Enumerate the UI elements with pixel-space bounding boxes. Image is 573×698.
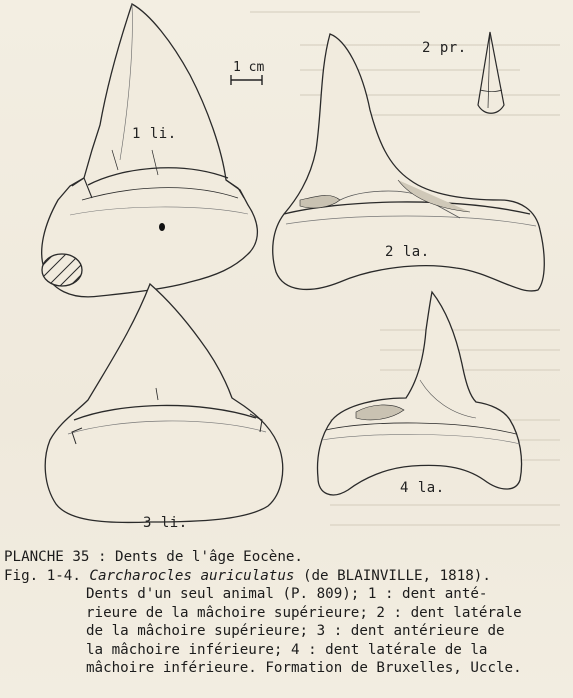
fig-1-label: 1 li.: [132, 126, 177, 142]
caption-line-4: de la mâchoire supérieure; 3 : dent antérieure de: [86, 623, 505, 639]
caption-line-2: Dents d'un seul animal (P. 809); 1 : dent anté-: [86, 586, 488, 602]
scale-bar: [231, 75, 262, 85]
caption-fig-prefix: Fig. 1-4.: [4, 567, 90, 584]
scale-label: 1 cm: [233, 60, 265, 75]
fig-2-inset-label: 2 pr.: [422, 40, 467, 56]
caption-species: Carcharocles auriculatus: [89, 567, 295, 584]
tooth-4-labial: [318, 292, 522, 495]
plate-caption: [4, 548, 570, 678]
caption-author: (de BLAINVILLE, 1818).: [294, 567, 491, 584]
caption-line-5: la mâchoire inférieure; 4 : dent latérale de la: [86, 641, 488, 658]
caption-line-6: mâchoire inférieure. Formation de Bruxelles, Uccle.: [86, 660, 522, 676]
fig-2-label: 2 la.: [385, 244, 430, 260]
caption-title: PLANCHE 35 : Dents de l'âge Eocène.: [4, 549, 303, 565]
fig-4-label: 4 la.: [400, 480, 445, 496]
tooth-1-lingual: [36, 4, 257, 297]
tooth-3-lingual: [45, 284, 283, 522]
fig-3-label: 3 li.: [143, 515, 188, 531]
caption-figure-line: [4, 567, 570, 586]
caption-line-3: rieure de la mâchoire supérieure; 2 : dent latérale: [86, 604, 522, 621]
